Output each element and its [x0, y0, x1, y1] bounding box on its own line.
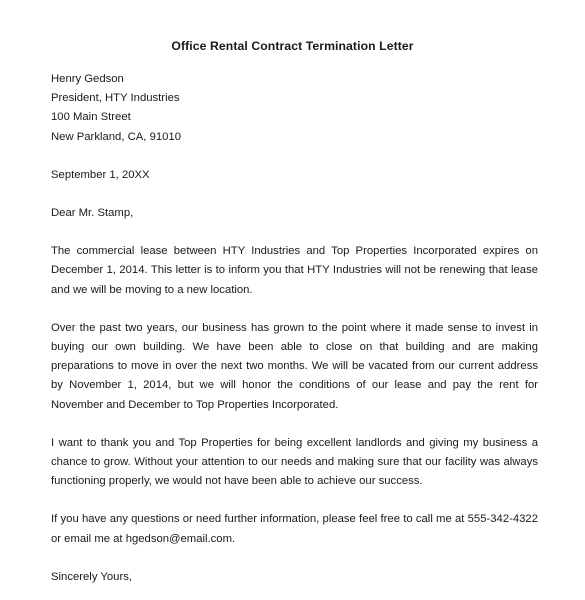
sender-block [51, 70, 538, 147]
letter-title: Office Rental Contract Termination Letter [171, 39, 414, 53]
sender-name: Henry Gedson [51, 73, 124, 85]
paragraph-lease-expiry: The commercial lease between HTY Industries and Top Properties Incorporated expires on December 1, 2014. This letter is to inform you that HTY Industries will not be renewing that lease and we will be moving to a new location. [51, 245, 538, 296]
closing: Sincerely Yours, [51, 570, 133, 583]
paragraph-contact: If you have any questions or need further information, please feel free to call me at 555-342-4322 or email me at hgedson@email.com. [51, 513, 538, 545]
sender-position: President, HTY Industries [51, 92, 180, 105]
paragraph-business-growth: Over the past two years, our business has grown to the point where it made sense to invest in buying our own building. We have been able to close on that building and are making preparations to move in over the next two months. We will be vacated from our current address by November 1, 2014, but we will honor the conditions of our lease and pay the rent for November and December to Top Properties Incorporated. [51, 321, 538, 411]
letter-date: September 1, 20XX [51, 168, 150, 181]
paragraph-thanks: I want to thank you and Top Properties for being excellent landlords and giving my business a chance to grow. Without your attention to our needs and making sure that our facility was always functioning properly, we would not have been able to achieve our success. [51, 436, 538, 488]
sender-city: New Parkland, CA, 91010 [51, 130, 181, 143]
letter-body [51, 70, 538, 587]
salutation: Dear Mr. Stamp, [51, 207, 134, 220]
sender-street: 100 Main Street [51, 111, 131, 124]
